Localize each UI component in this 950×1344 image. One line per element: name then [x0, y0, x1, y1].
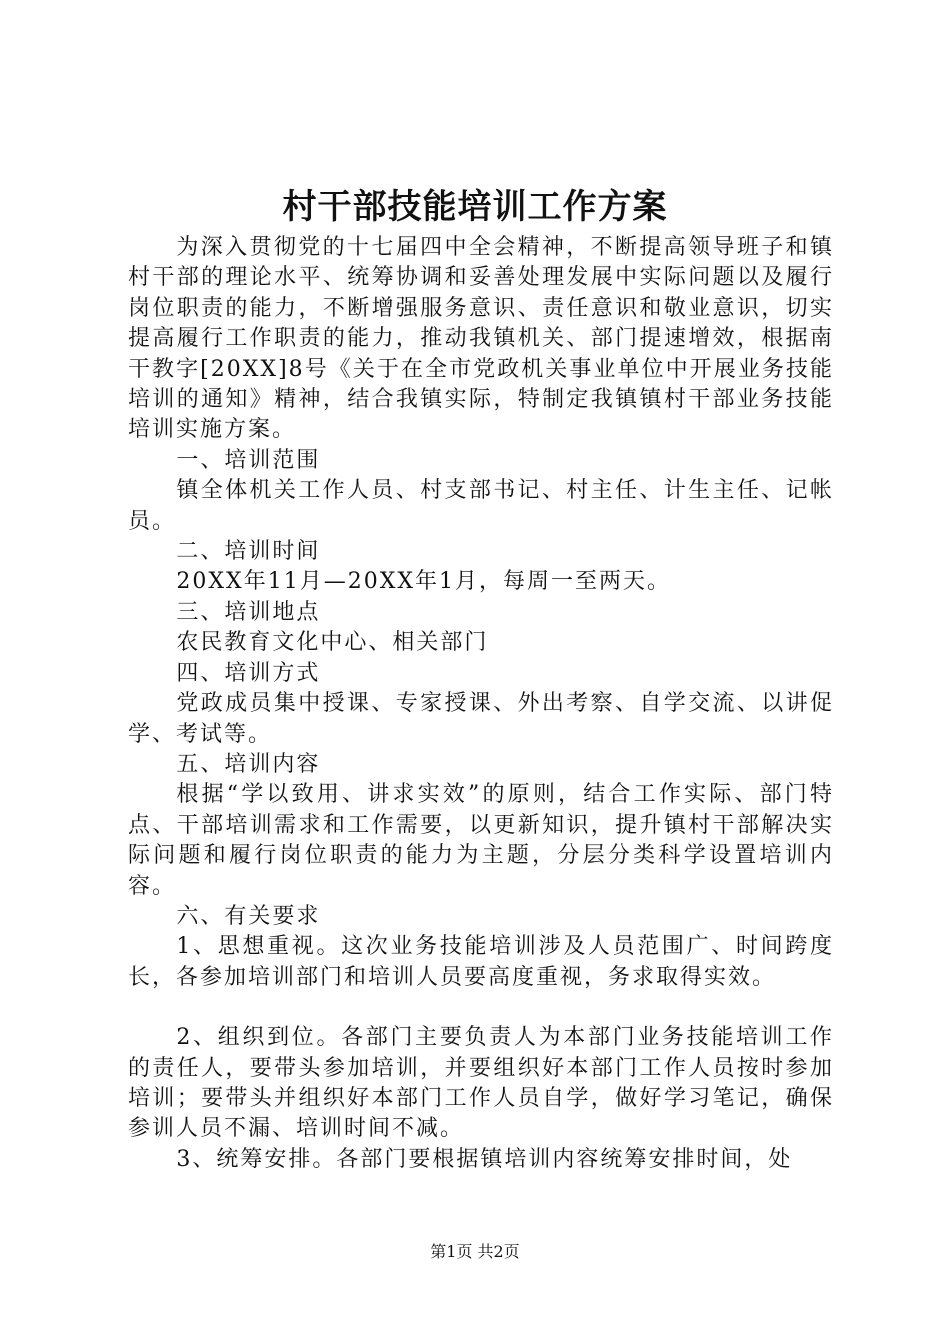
section-heading-content: 五、培训内容	[176, 751, 321, 777]
document-title: 村干部技能培训工作方案	[282, 187, 668, 227]
intro-paragraph: 为深入贯彻党的十七届四中全会精神，不断提高领导班子和镇村干部的理论水平、统筹协调和妥善处理发展中实际问题以及履行岗位职责的能力，不断增强服务意识、责任意识和敬业意识，切实提高履行工作职责的能力，推动我镇机关、部门提速增效，根据南干教字[20XX]8号《关于在全市党政机关事业单位中开展业务技能培训的通知》精神，结合我镇实际，特制定我镇镇村干部业务技能培训实施方案。	[128, 235, 834, 443]
method-paragraph: 党政成员集中授课、专家授课、外出考察、自学交流、以讲促学、考试等。	[128, 691, 834, 747]
time-paragraph: 20XX年11月—20XX年1月，每周一至两天。	[176, 569, 672, 595]
section-heading-scope: 一、培训范围	[176, 447, 321, 473]
requirement-item-1: 1、思想重视。这次业务技能培训涉及人员范围广、时间跨度长，各参加培训部门和培训人员要高度重视，务求取得实效。	[128, 934, 834, 990]
location-paragraph: 农民教育文化中心、相关部门	[176, 630, 489, 656]
section-heading-time: 二、培训时间	[176, 539, 321, 565]
page-footer: 第1页 共2页	[430, 1242, 520, 1261]
document-body	[128, 233, 834, 1175]
section-heading-location: 三、培训地点	[176, 599, 321, 625]
section-heading-method: 四、培训方式	[176, 660, 321, 686]
section-heading-requirements: 六、有关要求	[176, 903, 321, 929]
content-paragraph: 根据“学以致用、讲求实效”的原则，结合工作实际、部门特点、干部培训需求和工作需要，以更新知识，提升镇村干部解决实际问题和履行岗位职责的能力为主题，分层分类科学设置培训内容。	[128, 782, 834, 899]
requirement-item-3: 3、统筹安排。各部门要根据镇培训内容统筹安排时间，处	[176, 1146, 793, 1172]
requirement-item-2: 2、组织到位。各部门主要负责人为本部门业务技能培训工作的责任人，要带头参加培训，并要组织好本部门工作人员按时参加培训；要带头并组织好本部门工作人员自学，做好学习笔记，确保参训人员不漏、培训时间不减。	[128, 1025, 834, 1142]
scope-paragraph: 镇全体机关工作人员、村支部书记、村主任、计生主任、记帐员。	[128, 478, 834, 534]
